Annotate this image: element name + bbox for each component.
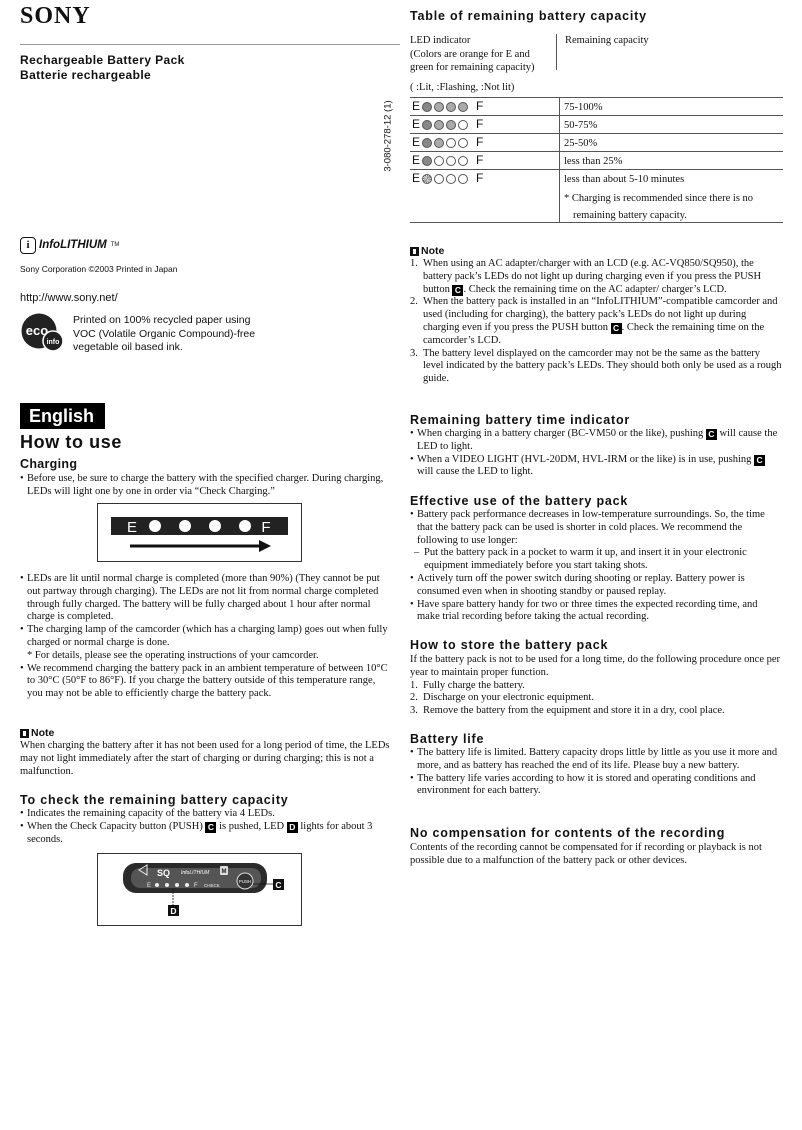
note-label-left <box>20 727 54 740</box>
battery-led-1 <box>155 883 159 887</box>
charging-diagram <box>97 503 302 562</box>
battery-life-heading: Battery life <box>410 732 485 746</box>
check-b2-post: lights for about 3 seconds. <box>27 820 373 845</box>
table-row <box>410 151 783 169</box>
rbt-b1-post: will cause the LED to light. <box>417 428 778 452</box>
row5-note: * Charging is recommended since there is no remaining battery capacity. <box>564 193 754 221</box>
store-step-2 <box>410 692 782 705</box>
e-label: E <box>412 99 421 113</box>
note-icon <box>410 247 419 256</box>
life-bullet-2: • The battery life varies according to how it is stored and operating conditions and environment for each battery. <box>410 773 782 799</box>
f-label: F <box>476 99 484 113</box>
eff-bullet-2: • Actively turn off the power switch during shooting or replay. Battery power is consumed even when in shooting standby or paused replay. <box>410 573 782 599</box>
eco-info-icon <box>20 312 64 352</box>
info-label: info <box>46 339 60 346</box>
led-dot <box>434 174 444 184</box>
note-item-1 <box>410 258 782 296</box>
led-dot <box>458 138 468 148</box>
store-heading: How to store the battery pack <box>410 638 609 652</box>
charging-details <box>20 573 392 701</box>
store-2-text: Discharge on your electronic equipment. <box>423 692 594 704</box>
note3-text: The battery level displayed on the camcorder may not be the same as the battery level indicated by the battery pack’s LEDs. They should both only be used as a rough guide. <box>423 347 782 385</box>
no-compensation-heading: No compensation for contents of the recording <box>410 826 726 840</box>
note-text-left: When charging the battery after it has not been used for a long period of time, the LEDs may not light immediately after the start of charging or during charging; this is not a malfunction. <box>20 740 390 777</box>
callout-d: D <box>170 906 177 916</box>
document-code-text: 3-080-278-12 (1) <box>382 100 394 172</box>
e-label: E <box>412 153 421 167</box>
led-dot <box>446 138 456 148</box>
table-row <box>410 97 783 115</box>
rbt-b2-pre: When a VIDEO LIGHT (HVL-20DM, HVL-IRM or the like) is in use, pushing <box>417 453 755 465</box>
led-dot <box>458 174 468 184</box>
battery-f-label: F <box>194 883 198 889</box>
led-dot <box>422 138 432 148</box>
check-bullet-1: • Indicates the remaining capacity of the battery via 4 LEDs. <box>20 808 392 821</box>
label-c: C <box>611 323 622 334</box>
num-1: 1. <box>410 258 418 269</box>
eco-line-1: Printed on 100% recycled paper using <box>73 314 251 326</box>
led-dot <box>458 102 468 112</box>
note-item-3 <box>410 348 782 386</box>
table-row <box>410 133 783 151</box>
led-dot <box>422 156 432 166</box>
led-dot <box>434 120 444 130</box>
infolithium-logo <box>20 237 119 254</box>
note-list-right <box>410 258 782 386</box>
led-1 <box>149 520 161 532</box>
note-label-right <box>410 245 444 258</box>
battery-led-3 <box>175 883 179 887</box>
sq-label: SQ <box>157 868 171 878</box>
effective-use-heading: Effective use of the battery pack <box>410 494 629 508</box>
battery-life-section <box>410 747 782 798</box>
charging-footnote: * For details, please see the operating instructions of your camcorder. <box>27 649 319 661</box>
no-compensation-text: Contents of the recording cannot be compensated for if recording or playback is not possible due to a malfunction of the battery pack or other devices. <box>410 842 762 866</box>
header-rule <box>20 44 400 45</box>
store-1-text: Fully charge the battery. <box>423 679 525 691</box>
remaining-time-section <box>410 428 782 479</box>
charging-heading: Charging <box>20 457 78 471</box>
column-divider <box>559 97 560 223</box>
label-c: C <box>205 822 216 833</box>
battery-e-label: E <box>147 883 152 889</box>
capacity-value: less than about 5-10 minutes <box>564 174 685 185</box>
sony-logo: SONY <box>20 3 91 29</box>
infolithium-icon: i <box>20 237 36 254</box>
push-label: PUSH <box>238 879 252 884</box>
led-dot <box>446 174 456 184</box>
m-label: M <box>221 869 227 875</box>
led-dot <box>458 156 468 166</box>
copyright-text: Sony Corporation ©2003 Printed in Japan <box>20 264 178 274</box>
table-row <box>410 115 783 133</box>
eff-bullet-3: • Have spare battery handy for two or three times the expected recording time, and make trial recording before taking the actual recording. <box>410 599 782 625</box>
led-indicator <box>412 100 483 113</box>
capacity-value: less than 25% <box>564 156 623 167</box>
store-section <box>410 654 782 718</box>
eco-label: eco <box>25 323 49 338</box>
product-title-fr: Batterie rechargeable <box>20 68 152 82</box>
eco-line-3: vegetable oil based ink. <box>73 341 183 353</box>
eco-statement <box>73 314 293 355</box>
note2-pre: When the battery pack is installed in an “InfoLITHIUM”-compatible camcorder and used (including for charging), the battery pack’s LEDs do not light up during charging even if you press the PUSH button <box>423 296 778 333</box>
callout-c: C <box>275 880 282 890</box>
rbt-b1-pre: When charging in a battery charger (BC-VM50 or the like), pushing <box>417 428 706 439</box>
sony-url-link[interactable]: http://www.sony.net/ <box>20 292 118 304</box>
f-label: F <box>476 171 484 185</box>
diagram-f-label: F <box>261 519 271 536</box>
led-4 <box>239 520 251 532</box>
eff-bullet-1: • Battery pack performance decreases in low-temperature surroundings. So, the time that the battery pack can be used is shorter in cold places. We recommend the following to use longer: <box>410 509 782 547</box>
led-3 <box>209 520 221 532</box>
header-divider <box>556 34 557 70</box>
table-row <box>410 169 783 223</box>
note2-post: . Check the remaining time on the camcorder’s LCD. <box>423 321 765 346</box>
num-1: 1. <box>410 679 418 691</box>
led-dot <box>446 120 456 130</box>
rbt-bullet-1 <box>410 428 782 454</box>
store-step-1 <box>410 680 782 693</box>
num-3: 3. <box>410 705 418 717</box>
charging-bullet-3: • The charging lamp of the camcorder (which has a charging lamp) goes out when fully charged or normal charge is done. <box>20 624 392 650</box>
rbt-bullet-2 <box>410 454 782 480</box>
rbt-b2-post: will cause the LED to light. <box>417 466 534 478</box>
led-dot <box>434 102 444 112</box>
diagram-e-label: E <box>126 519 138 536</box>
check-capacity-heading: To check the remaining battery capacity <box>20 793 289 807</box>
f-label: F <box>476 153 484 167</box>
check-b2-mid: is pushed, LED <box>216 820 287 832</box>
led-dot-flashing <box>422 174 432 184</box>
f-label: F <box>476 117 484 131</box>
label-c: C <box>754 455 765 466</box>
legend-text: ( :Lit, :Flashing, :Not lit) <box>410 82 515 93</box>
led-dot <box>446 102 456 112</box>
e-label: E <box>412 117 421 131</box>
e-label: E <box>412 135 421 149</box>
product-title <box>20 53 185 83</box>
led-indicator <box>412 172 483 185</box>
table-col2-header: Remaining capacity <box>565 35 649 46</box>
note-text-label: Note <box>31 727 55 739</box>
label-d: D <box>287 822 298 833</box>
num-2: 2. <box>410 296 418 308</box>
store-intro: If the battery pack is not to be used for a long time, do the following procedure once per year to maintain proper function. <box>410 654 781 678</box>
led-dot <box>446 156 456 166</box>
how-to-use-heading: How to use <box>20 432 123 452</box>
e-label: E <box>412 171 421 185</box>
capacity-value: 25-50% <box>564 138 598 149</box>
num-2: 2. <box>410 692 418 704</box>
infolithium-text: InfoLITHIUM <box>39 239 107 251</box>
eco-line-2: VOC (Volatile Organic Compound)-free <box>73 327 256 340</box>
note1-post: . Check the remaining time on the AC adapter/ charger’s LCD. <box>463 283 727 295</box>
check-label: CHECK <box>204 883 220 888</box>
led-dot <box>458 120 468 130</box>
charging-bullet-4: • We recommend charging the battery pack in an ambient temperature of between 10°C to 30°C (50°F to 86°F). If you charge the battery outside of this temperature range, you may not be able to efficiently charge the battery pack. <box>20 663 392 701</box>
remaining-time-heading: Remaining battery time indicator <box>410 413 631 427</box>
label-c: C <box>452 285 463 296</box>
charging-bullet-1: • Before use, be sure to charge the battery with the specified charger. During charging, LEDs will light one by one in order via “Check Charging.” <box>20 473 390 499</box>
charging-bullet-2: • LEDs are lit until normal charge is completed (more than 90%) (They cannot be put out partway through charging). The LEDs are not lit from normal charge completed through fully charged. The battery will be fully charged about 1 hour after normal charge is completed. <box>20 573 392 624</box>
led-dot <box>422 102 432 112</box>
life-bullet-1: • The battery life is limited. Battery capacity drops little by little as you use it more and more, and as battery has reached the end of its life. Please buy a new battery. <box>410 747 782 773</box>
led-indicator <box>412 154 483 167</box>
trademark-text: TM <box>110 242 120 248</box>
battery-led-2 <box>165 883 169 887</box>
store-step-3 <box>410 705 782 718</box>
capacity-value: 50-75% <box>564 120 598 131</box>
table-col1-header: LED indicator (Colors are orange for E and green for remaining capacity) <box>410 35 535 73</box>
note1-pre: When using an AC adapter/charger with an LCD (e.g. AC-VQ850/SQ950), the battery pack’s LEDs do not light up during charging even if you press the PUSH button <box>423 258 762 295</box>
label-c: C <box>706 429 717 440</box>
led-legend <box>410 81 514 94</box>
check-bullet-2 <box>20 821 392 847</box>
led-dot <box>422 120 432 130</box>
table-heading: Table of remaining battery capacity <box>410 9 647 23</box>
battery-logo-text: InfoLITHIUM <box>181 870 210 876</box>
capacity-table <box>410 97 783 227</box>
effective-use-section <box>410 509 782 624</box>
note-text-label: Note <box>421 245 445 257</box>
note-icon <box>20 729 29 738</box>
capacity-value: 75-100% <box>564 102 603 113</box>
note-item-2 <box>410 296 782 347</box>
check-capacity-section <box>20 808 392 846</box>
language-tab: English <box>20 403 105 429</box>
battery-diagram <box>97 853 302 926</box>
document-code <box>381 96 395 176</box>
f-label: F <box>476 135 484 149</box>
led-dot <box>434 156 444 166</box>
store-3-text: Remove the battery from the equipment and store it in a dry, cool place. <box>423 705 725 717</box>
led-indicator <box>412 118 483 131</box>
charging-section <box>20 473 390 499</box>
battery-led-4 <box>185 883 189 887</box>
led-2 <box>179 520 191 532</box>
eff-dash-item: – Put the battery pack in a pocket to warm it up, and insert it in your electronic equipment immediately before you start taking shots. <box>410 547 782 573</box>
led-dot <box>434 138 444 148</box>
product-title-en: Rechargeable Battery Pack <box>20 53 185 67</box>
check-b2-pre: When the Check Capacity button (PUSH) <box>27 820 206 832</box>
num-3: 3. <box>410 347 418 359</box>
led-indicator <box>412 136 483 149</box>
